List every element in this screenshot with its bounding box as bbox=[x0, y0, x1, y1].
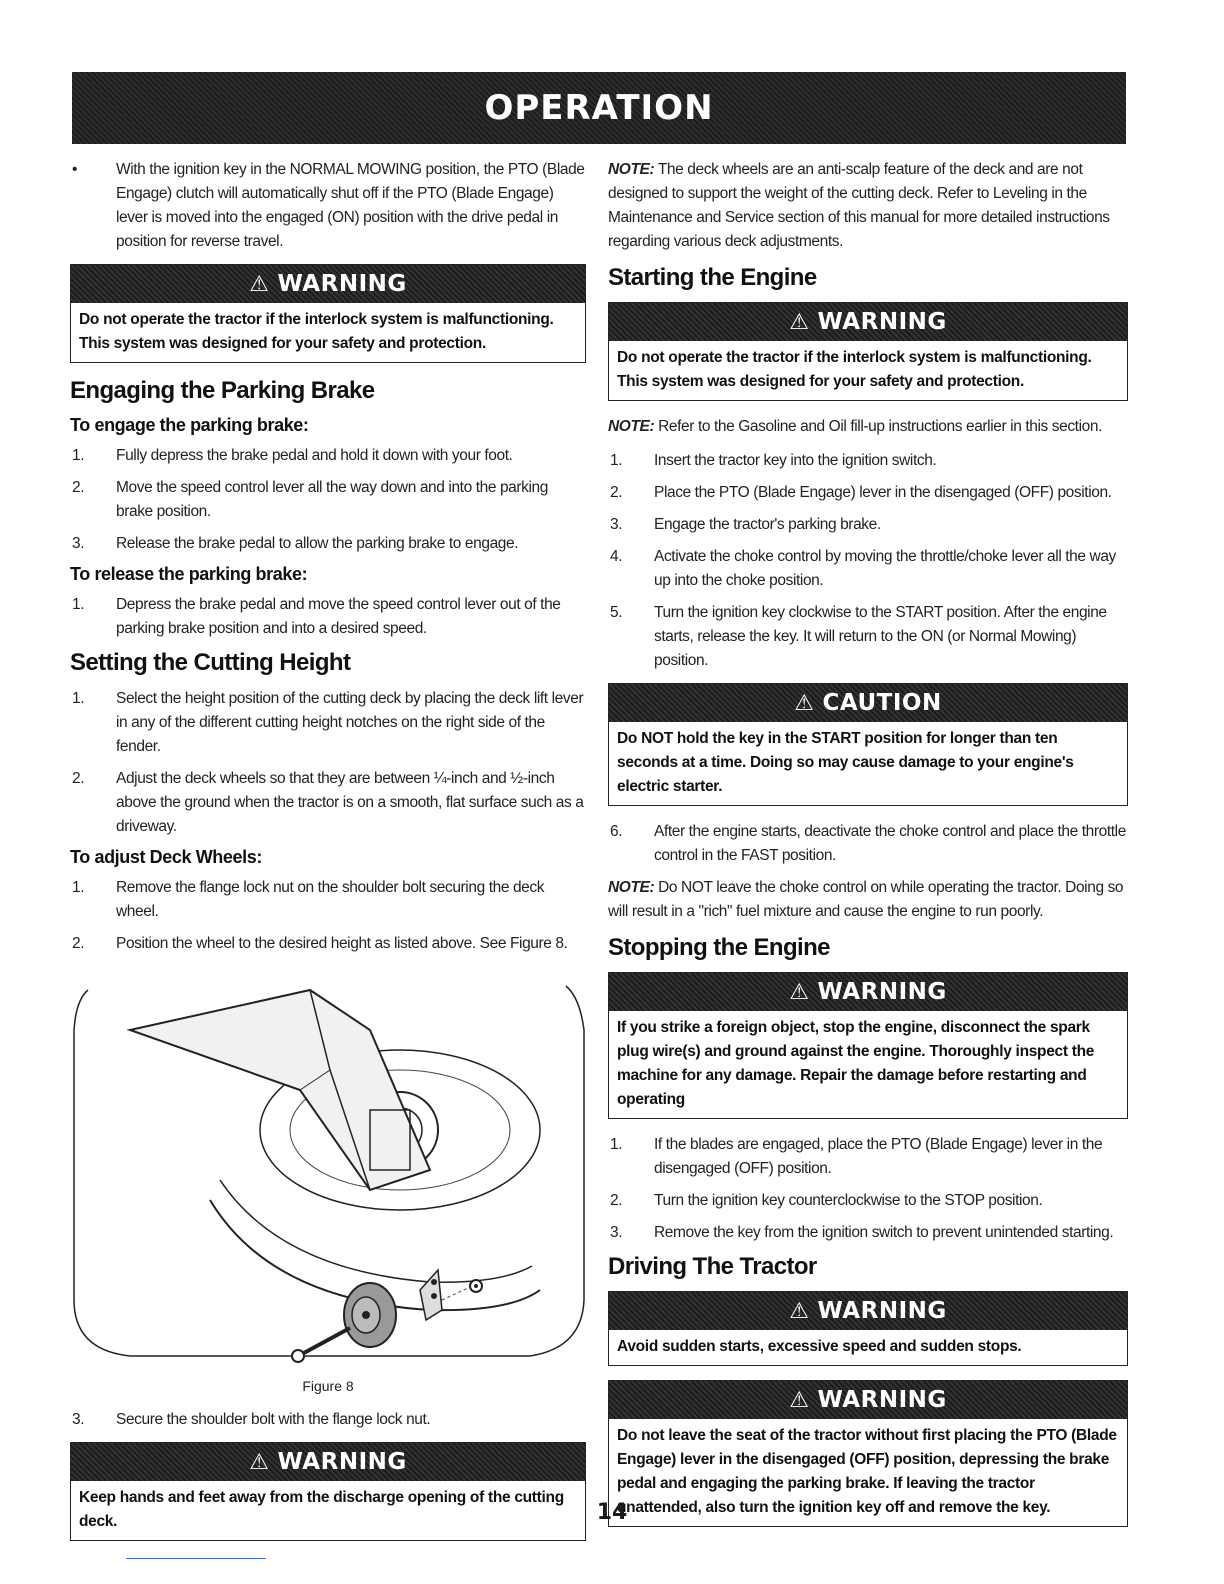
warning-foreign-object bbox=[608, 972, 1128, 1119]
note-text: The deck wheels are an anti-scalp feature of the deck and are not designed to support the weight of the cutting deck. Refer to Leveling in the Maintenance and Service section of this manual for more detailed instructions regarding various deck adjustments. bbox=[608, 161, 1110, 250]
list-item bbox=[608, 545, 1128, 593]
step-number: 4. bbox=[610, 548, 623, 565]
step-number: 3. bbox=[72, 535, 85, 552]
warning-triangle-icon: ⚠ bbox=[789, 1298, 810, 1324]
step-text: Secure the shoulder bolt with the flange lock nut. bbox=[116, 1411, 431, 1428]
step-number: 2. bbox=[610, 1192, 623, 1209]
stopping-steps bbox=[608, 1133, 1128, 1245]
warning-triangle-icon: ⚠ bbox=[789, 1387, 810, 1413]
step-text: If the blades are engaged, place the PTO (Blade Engage) lever in the disengaged (OFF) position. bbox=[654, 1136, 1103, 1177]
heading-driving-tractor: Driving The Tractor bbox=[608, 1253, 817, 1280]
warning-header bbox=[609, 973, 1127, 1011]
step-text: Turn the ignition key clockwise to the START position. After the engine starts, release the key. It will return to the ON (or Normal Mowing) position. bbox=[654, 604, 1107, 669]
list-item bbox=[608, 481, 1128, 505]
heading-parking-brake: Engaging the Parking Brake bbox=[70, 377, 375, 404]
warning-header bbox=[71, 1443, 585, 1481]
engage-steps bbox=[70, 444, 586, 556]
deck-wheel-illustration bbox=[70, 970, 586, 1370]
release-steps bbox=[70, 593, 586, 641]
step-text: Position the wheel to the desired height as listed above. See Figure 8. bbox=[116, 935, 568, 952]
heading-stopping-engine: Stopping the Engine bbox=[608, 934, 830, 961]
warning-text: Do not operate the tractor if the interlock system is malfunctioning. This system was designed for your safety and protection. bbox=[79, 311, 554, 352]
heading-starting-engine: Starting the Engine bbox=[608, 264, 817, 291]
note-label: NOTE: bbox=[608, 418, 655, 435]
warning-interlock-start bbox=[608, 302, 1128, 401]
list-item bbox=[70, 444, 586, 468]
warning-text: Do not operate the tractor if the interlock system is malfunctioning. This system was designed for your safety and protection. bbox=[617, 349, 1092, 390]
interlock-bullet bbox=[70, 158, 586, 254]
subheading-engage: To engage the parking brake: bbox=[70, 415, 309, 435]
wheel-steps bbox=[70, 876, 586, 956]
warning-header bbox=[609, 1381, 1127, 1419]
note-deck-wheels bbox=[608, 158, 1128, 254]
caution-start-key bbox=[608, 683, 1128, 806]
warning-discharge bbox=[70, 1442, 586, 1541]
step-text: Fully depress the brake pedal and hold it down with your foot. bbox=[116, 447, 513, 464]
step-number: 1. bbox=[72, 447, 85, 464]
step-text: Move the speed control lever all the way down and into the parking brake position. bbox=[116, 479, 548, 520]
warning-label: WARNING bbox=[277, 1449, 407, 1475]
note-text: Do NOT leave the choke control on while operating the tractor. Doing so will result in a "rich" fuel mixture and cause the engine to run poorly. bbox=[608, 879, 1124, 920]
list-item bbox=[608, 513, 1128, 537]
step-text: Turn the ignition key counterclockwise to the STOP position. bbox=[654, 1192, 1043, 1209]
starting-steps bbox=[608, 449, 1128, 673]
list-item bbox=[70, 593, 586, 641]
warning-header bbox=[71, 265, 585, 303]
step-number: 2. bbox=[72, 935, 85, 952]
step-text: After the engine starts, deactivate the choke control and place the throttle control in the FAST position. bbox=[654, 823, 1126, 864]
warning-label: WARNING bbox=[277, 271, 407, 297]
warning-triangle-icon: ⚠ bbox=[794, 690, 815, 716]
figure-caption: Figure 8 bbox=[302, 1378, 354, 1394]
note-label: NOTE: bbox=[608, 161, 655, 178]
heading-cutting-height: Setting the Cutting Height bbox=[70, 649, 351, 676]
step-text: Remove the key from the ignition switch to prevent unintended starting. bbox=[654, 1224, 1114, 1241]
figure-8-deck-wheel bbox=[70, 970, 586, 1370]
step-text: Depress the brake pedal and move the speed control lever out of the parking brake position and into a desired speed. bbox=[116, 596, 561, 637]
list-item bbox=[70, 876, 586, 924]
list-item bbox=[608, 1189, 1128, 1213]
caution-text: Do NOT hold the key in the START position for longer than ten seconds at a time. Doing so may cause damage to your engine's electric starter. bbox=[617, 730, 1074, 795]
list-item bbox=[608, 820, 1128, 868]
starting-step-6 bbox=[608, 820, 1128, 868]
list-item bbox=[608, 1133, 1128, 1181]
subheading-release: To release the parking brake: bbox=[70, 564, 308, 584]
warning-text: Keep hands and feet away from the discharge opening of the cutting deck. bbox=[79, 1489, 564, 1530]
bullet-text: With the ignition key in the NORMAL MOWING position, the PTO (Blade Engage) clutch will automatically shut off if the PTO (Blade Engage) lever is moved into the engaged (ON) position with the drive pedal in position for reverse travel. bbox=[116, 161, 585, 250]
list-item bbox=[70, 932, 586, 956]
list-item bbox=[70, 476, 586, 524]
page-number: 14 bbox=[596, 1500, 628, 1525]
caution-label: CAUTION bbox=[822, 690, 942, 716]
warning-label: WARNING bbox=[817, 979, 947, 1005]
bullet-mark: • bbox=[72, 161, 78, 178]
warning-triangle-icon: ⚠ bbox=[789, 309, 810, 335]
step-number: 3. bbox=[610, 516, 623, 533]
step-number: 5. bbox=[610, 604, 623, 621]
note-fillup bbox=[608, 415, 1128, 439]
footer-rule bbox=[126, 1558, 266, 1559]
step-text: Engage the tractor's parking brake. bbox=[654, 516, 881, 533]
step-number: 2. bbox=[72, 479, 85, 496]
step-number: 6. bbox=[610, 823, 623, 840]
note-choke bbox=[608, 876, 1128, 924]
step-number: 1. bbox=[610, 1136, 623, 1153]
left-column bbox=[70, 158, 586, 1555]
section-banner bbox=[72, 72, 1126, 144]
warning-triangle-icon: ⚠ bbox=[249, 1449, 270, 1475]
warning-header bbox=[609, 1292, 1127, 1330]
list-item bbox=[70, 687, 586, 759]
warning-sudden-starts bbox=[608, 1291, 1128, 1366]
step-text: Select the height position of the cutting deck by placing the deck lift lever in any of the different cutting height notches on the right side of the fender. bbox=[116, 690, 584, 755]
step-number: 3. bbox=[610, 1224, 623, 1241]
step-text: Adjust the deck wheels so that they are between ¼-inch and ½-inch above the ground when the tractor is on a smooth, flat surface such as a driveway. bbox=[116, 770, 584, 835]
warning-text: Avoid sudden starts, excessive speed and sudden stops. bbox=[617, 1338, 1022, 1355]
warning-header bbox=[609, 303, 1127, 341]
warning-interlock bbox=[70, 264, 586, 363]
note-text: Refer to the Gasoline and Oil fill-up instructions earlier in this section. bbox=[658, 418, 1102, 435]
warning-triangle-icon: ⚠ bbox=[249, 271, 270, 297]
list-item bbox=[70, 532, 586, 556]
warning-text: Do not leave the seat of the tractor without first placing the PTO (Blade Engage) lever in the disengaged (OFF) position, depressing the brake pedal and engaging the parking brake. If leaving the tractor unattended, also turn the ignition key off and remove the key. bbox=[617, 1427, 1117, 1516]
warning-text: If you strike a foreign object, stop the engine, disconnect the spark plug wire(s) and ground against the engine. Thoroughly inspect the machine for any damage. Repair the damage before restarting and operating bbox=[617, 1019, 1095, 1108]
step-text: Place the PTO (Blade Engage) lever in the disengaged (OFF) position. bbox=[654, 484, 1112, 501]
list-item bbox=[70, 767, 586, 839]
step-text: Remove the flange lock nut on the shoulder bolt securing the deck wheel. bbox=[116, 879, 545, 920]
step-number: 1. bbox=[72, 879, 85, 896]
subheading-deck-wheels: To adjust Deck Wheels: bbox=[70, 847, 262, 867]
right-column bbox=[608, 158, 1128, 1541]
list-item bbox=[608, 601, 1128, 673]
step-number: 1. bbox=[72, 596, 85, 613]
cutting-step-3 bbox=[70, 1408, 586, 1432]
warning-triangle-icon: ⚠ bbox=[789, 979, 810, 1005]
cutting-steps bbox=[70, 687, 586, 839]
step-number: 2. bbox=[610, 484, 623, 501]
warning-label: WARNING bbox=[817, 1387, 947, 1413]
step-text: Release the brake pedal to allow the parking brake to engage. bbox=[116, 535, 519, 552]
list-item bbox=[608, 449, 1128, 473]
caution-header bbox=[609, 684, 1127, 722]
step-number: 2. bbox=[72, 770, 85, 787]
list-item bbox=[70, 1408, 586, 1432]
warning-label: WARNING bbox=[817, 1298, 947, 1324]
list-item bbox=[608, 1221, 1128, 1245]
step-number: 3. bbox=[72, 1411, 85, 1428]
step-text: Activate the choke control by moving the throttle/choke lever all the way up into the choke position. bbox=[654, 548, 1116, 589]
step-number: 1. bbox=[72, 690, 85, 707]
step-text: Insert the tractor key into the ignition switch. bbox=[654, 452, 937, 469]
warning-label: WARNING bbox=[817, 309, 947, 335]
step-number: 1. bbox=[610, 452, 623, 469]
note-label: NOTE: bbox=[608, 879, 655, 896]
section-title: OPERATION bbox=[484, 88, 714, 128]
